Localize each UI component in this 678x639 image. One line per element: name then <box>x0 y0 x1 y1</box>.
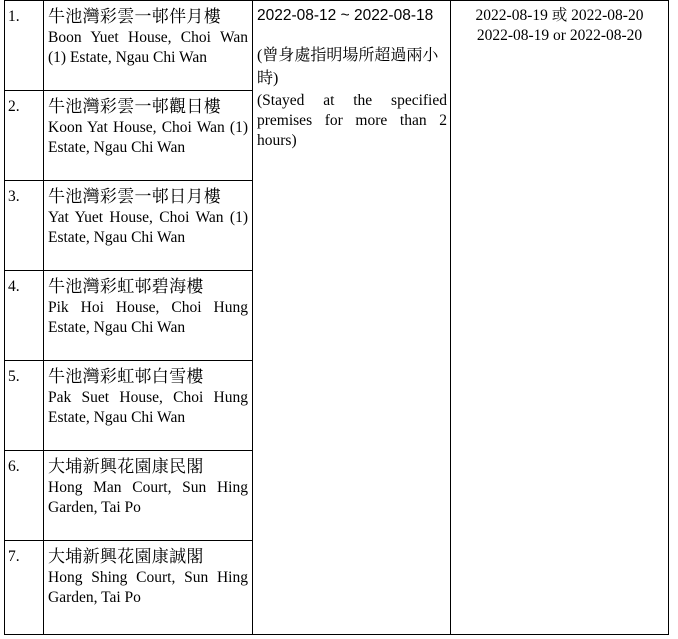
premises-name-english: Boon Yuet House, Choi Wan (1) Estate, Ngau Chi Wan <box>48 29 248 66</box>
premises-address <box>48 546 248 608</box>
row-number: 1. <box>8 8 20 25</box>
test-dates-english: 2022-08-19 or 2022-08-20 <box>476 27 643 44</box>
premises-name-chinese: 大埔新興花園康民閣 <box>48 457 204 476</box>
visit-period-cell <box>257 6 447 151</box>
premises-address <box>48 186 248 248</box>
stay-note-english: (Stayed at the specified premises for more than 2 hours) <box>257 92 447 149</box>
table-border-top <box>4 0 669 1</box>
column-divider-period <box>450 0 451 635</box>
premises-address <box>48 366 248 428</box>
premises-name-english: Hong Shing Court, Sun Hing Garden, Tai Po <box>48 569 248 606</box>
test-dates-chinese: 2022-08-19 或 2022-08-20 <box>475 7 644 24</box>
premises-address <box>48 6 248 68</box>
table-border-bottom <box>4 634 669 635</box>
premises-name-chinese: 大埔新興花園康誠閣 <box>48 547 204 566</box>
row-number: 6. <box>8 458 20 475</box>
premises-name-chinese: 牛池灣彩雲一邨觀日樓 <box>48 97 221 116</box>
premises-name-english: Pak Suet House, Choi Hung Estate, Ngau Chi Wan <box>48 389 248 426</box>
row-divider <box>4 90 253 91</box>
table-border-right <box>668 0 669 635</box>
premises-address <box>48 96 248 158</box>
visit-date-range: 2022-08-12 ~ 2022-08-18 <box>257 7 434 24</box>
stay-note-chinese: (曾身處指明場所超過兩小時) <box>257 47 439 87</box>
row-number: 7. <box>8 548 20 565</box>
row-number: 2. <box>8 98 20 115</box>
premises-name-chinese: 牛池灣彩雲一邨伴月樓 <box>48 7 221 26</box>
row-divider <box>4 360 253 361</box>
row-divider <box>4 540 253 541</box>
premises-name-chinese: 牛池灣彩虹邨白雪樓 <box>48 367 204 386</box>
row-number: 4. <box>8 278 20 295</box>
premises-name-english: Yat Yuet House, Choi Wan (1) Estate, Ngau Chi Wan <box>48 209 248 246</box>
premises-name-chinese: 牛池灣彩雲一邨日月樓 <box>48 187 221 206</box>
premises-address <box>48 456 248 518</box>
row-number: 5. <box>8 368 20 385</box>
premises-name-english: Koon Yat House, Choi Wan (1) Estate, Ngau Chi Wan <box>48 119 248 156</box>
row-number: 3. <box>8 188 20 205</box>
premises-name-english: Hong Man Court, Sun Hing Garden, Tai Po <box>48 479 248 516</box>
row-divider <box>4 270 253 271</box>
row-divider <box>4 450 253 451</box>
premises-name-chinese: 牛池灣彩虹邨碧海樓 <box>48 277 204 296</box>
premises-address <box>48 276 248 338</box>
test-dates-cell <box>451 6 668 46</box>
premises-name-english: Pik Hoi House, Choi Hung Estate, Ngau Chi Wan <box>48 299 248 336</box>
row-divider <box>4 180 253 181</box>
